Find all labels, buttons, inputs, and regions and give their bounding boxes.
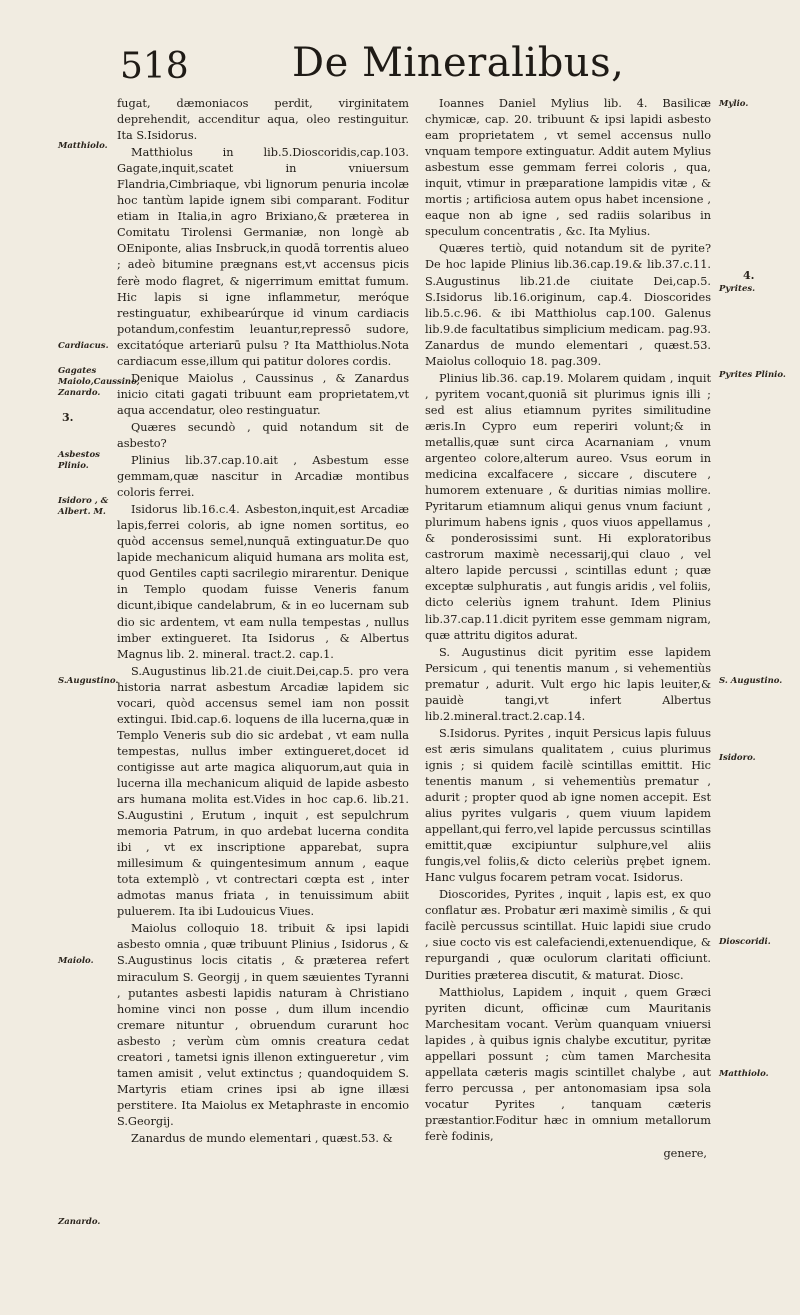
paragraph: fugat, dæmoniacos perdit, virginitatem deprehendit, accenditur aqua, oleo restinguitur. Ita S.Isidorus. — [117, 97, 409, 143]
paragraph: Maiolus colloquio 18. tribuit & ipsi lapidi asbesto omnia , quæ tribuunt Plinius , Isidorus , & S.Augustinus locis citatis , & præterea refert miraculum S. Georgij , in quem sæuientes Tyranni , putantes asbesti lapidis naturam à Christiano homine vinci non posse , dum illum incendio cremare nituntur , obruendum curarunt hoc asbesto ; verùm cùm omnis creatura cedat creatori , tametsi ignis illenon extingueretur , vim tamen amisit , velut extinctus ; quandoquidem S. Martyris etiam crines ipsi ab igne illæsi perstitere. Ita Maiolus ex Metaphraste in encomio S.Georgij. — [117, 922, 409, 1128]
paragraph: Denique Maiolus , Caussinus , & Zanardus inicio citati gagati tribuunt eam proprietatem,vt aqua accendatur, oleo restinguatur. — [117, 371, 409, 417]
margin-note-pyrites: Pyrites. — [719, 284, 756, 294]
catchword: genere, — [663, 1147, 707, 1161]
paragraph: S.Isidorus. Pyrites , inquit Persicus lapis fuluus est æris simulans qualitatem , cuius plurimus ignis ; si quidem facilè scintillas emittit. Hic tenentis manum , si vehementiùs prematur , adurit ; propter quod ab igne nomen accepit. Est alius pyrites vulgaris , quem viuum lapidem appellant,qui ferro,vel lapide percussus scintillas emittit,quæ excipiuntur sulphure,vel aliis fungis,vel foliis,& dicto celeriùs prębet ignem. Hanc vulgus focarem petram vocat. Isidorus. — [425, 726, 711, 885]
margin-note-maiolo: Maiolo. — [58, 956, 94, 966]
paragraph: Zanardus de mundo elementari , quæst.53. & — [131, 1132, 393, 1145]
margin-note-s-augustino: S.Augustino. — [58, 676, 119, 686]
right-text-column — [425, 96, 711, 1163]
margin-note-matthiolo: Matthiolo. — [58, 141, 108, 151]
margin-note-zanardo: Zanardo. — [58, 1217, 101, 1227]
paragraph: Dioscorides, Pyrites , inquit , lapis est, ex quo conflatur æs. Probatur æri maximè similis , & qui facilè percussus scintillat. Huic lapidi siue crudo , siue cocto vis est calefaciendi,extenuendique, & repurgandi , quæ oculorum claritati officiunt. Durities præterea discutit, & maturat. Diosc. — [425, 888, 711, 982]
paragraph: Isidorus lib.16.c.4. Asbeston,inquit,est Arcadiæ lapis,ferrei coloris, ab igne nomen sortitus, eo quòd accensus semel,nunquā extinguatur.De quo lapide mechanicum aliquid humana ars molita est, quod Gentiles capti sacrilegio mirarentur. Denique in Templo quodam fuisse Veneris fanum dicunt,ibique candelabrum, & in eo lucernam sub dio sic ardentem, vt eam nulla tempestas , nullus imber extingueret. Ita Isidorus , & Albertus Magnus lib. 2. mineral. tract.2. cap.1. — [117, 503, 409, 661]
margin-number-4: 4. — [743, 269, 755, 282]
margin-note-isidoro-albert: Isidoro , & Albert. M. — [58, 496, 109, 517]
margin-note-pyrites-plinio: Pyrites Plinio. — [719, 370, 786, 380]
margin-note-gagates: Gagates Maiolo,Caussino, Zanardo. — [58, 366, 140, 398]
paragraph: Matthiolus in lib.5.Dioscoridis,cap.103. Gagate,inquit,scatet in vniuersum Flandria,Cimbriaque, vbi lignorum penuria incolæ hoc tantùm lapide ignem sibi comparant. Foditur etiam in Italia,in agro Brixiano,& præterea in Comitatu Tirolensi Germaniæ, non longè ab OEniponte, alias Insbruck,in quodā torrentis alueo ; adeò bitumine prægnans est,vt accensus picis ferè modo flagret, & nigerrimum emittat fumum. Hic lapis si igne inflammetur, meróque restinguatur, exhibearúrque id vinum cardiacis potandum,confestim leuantur,repressō sudore, excitatóque arteriarū pulsu ? Ita Matthiolus.Nota cardiacum esse,illum qui patitur dolores cordis. — [117, 146, 409, 368]
margin-note-asbestos: Asbestos Plinio. — [58, 450, 100, 471]
margin-note-dioscoridi: Dioscoridi. — [719, 937, 771, 947]
paragraph: S.Augustinus lib.21.de ciuit.Dei,cap.5. pro vera historia narrat asbestum Arcadiæ lapidem sic vocari, quòd accensus semel iam non possit extingui. Ibid.cap.6. loquens de illa lucerna,quæ in Templo Veneris sub dio sic ardebat , vt eam nulla tempestas, nullus imber extingueret,docet id contigisse aut arte magica aliquorum,aut quia in lucerna illa mechanicum aliquid de lapide asbesto ars humana molita est.Vides in hoc cap.6. lib.21. S.Augustini , Erutum , inquit , est sepulchrum memoria Patrum, in quo ardebat lucerna condita ibi , vt ex inscriptione apparebat, supra millesimum & quingentesimum annum , eaque tota extemplò , vt contrectari cœpta est , inter admotas manus friata , in tenuissimum abiit puluerem. Ita ibi Ludouicus Viues. — [117, 664, 409, 919]
margin-note-mylio: Mylio. — [719, 99, 749, 109]
margin-note-s-augustino-right: S. Augustino. — [719, 676, 783, 686]
paragraph: Quæres secundò , quid notandum sit de asbesto? — [117, 420, 409, 450]
paragraph: Matthiolus, Lapidem , inquit , quem Græci pyriten dicunt, officinæ cum Mauritanis Marchesitam vocant. Verùm quanquam vniuersi lapides , à quibus ignis chalybe excutitur, pyritæ appellari possunt ; cùm tamen Marchesita appellata cæteris magis scintillet chalybe , aut ferro percussa , per antonomasiam ipsa sola vocatur Pyrites , tanquam cæteris præstantior.Foditur hæc in omnium metallorum ferè fodinis, — [425, 985, 711, 1143]
paragraph: Plinius lib.37.cap.10.ait , Asbestum esse gemmam,quæ nascitur in Arcadiæ montibus coloris ferrei. — [117, 454, 409, 500]
margin-number-3: 3. — [62, 411, 74, 424]
margin-note-matthiolo-right: Matthiolo. — [719, 1069, 769, 1079]
running-title: De Mineralibus, — [292, 40, 625, 86]
paragraph: Ioannes Daniel Mylius lib. 4. Basilicæ chymicæ, cap. 20. tribuunt & ipsi lapidi asbesto eam proprietatem , vt semel accensus nullo vnquam tempore extinguatur. Addit autem Mylius asbestum esse gemmam ferrei coloris , qua, inquit, vtimur in præparatione lampidis vitæ , & mortis ; artificiosa autem opus habet incensione , eaque non ab igne , sed radiis solaribus in speculum concentratis , &c. Ita Mylius. — [425, 97, 711, 239]
margin-note-isidoro: Isidoro. — [719, 753, 756, 763]
left-text-column — [117, 96, 409, 1148]
page-number: 518 — [120, 46, 189, 87]
paragraph: Plinius lib.36. cap.19. Molarem quidam , inquit , pyritem vocant,quoniā sit plurimus ignis illi ; sed est alius etiamnum pyrites similitudine æris.In Cypro eum reperiri volunt;& in metallis,quæ sunt circa Acarnaniam , vnum argenteo colore,alterum aureo. Vsus eorum in medicina excalfacere , siccare , discutere , humorem extenuare , & duritias nimias mollire. Pyritarum etiamnum aliqui genus vnum faciunt , plurimum habens ignis , quos viuos appellamus , & ponderosissimi sunt. Hi exploratoribus castrorum maximè necessarij,qui clauo , vel altero lapide percussi , scintillas edunt ; quæ exceptæ sulphuratis , aut fungis aridis , vel foliis, dicto celeriùs ignem trahunt. Idem Plinius lib.37.cap.11.dicit pyritem esse gemmam nigram, quæ attritu digitos adurat. — [425, 371, 711, 642]
paragraph: Quæres tertiò, quid notandum sit de pyrite? De hoc lapide Plinius lib.36.cap.19.& lib.37.c.11. S.Augustinus lib.21.de ciuitate Dei,cap.5. S.Isidorus lib.16.originum, cap.4. Dioscorides lib.5.c.96. & ibi Matthiolus cap.100. Galenus lib.9.de facultatibus simplicium medicam. pag.93. Zanardus de mundo elementari , quæst.53. Maiolus colloquio 18. pag.309. — [425, 242, 711, 368]
paragraph: S. Augustinus dicit pyritim esse lapidem Persicum , qui tenentis manum , si vehementiùs prematur , adurit. Vult ergo hic lapis leuiter,& pauidè tangi,vt infert Albertus lib.2.mineral.tract.2.cap.14. — [425, 645, 711, 723]
margin-note-cardiacus: Cardiacus. — [58, 341, 109, 351]
